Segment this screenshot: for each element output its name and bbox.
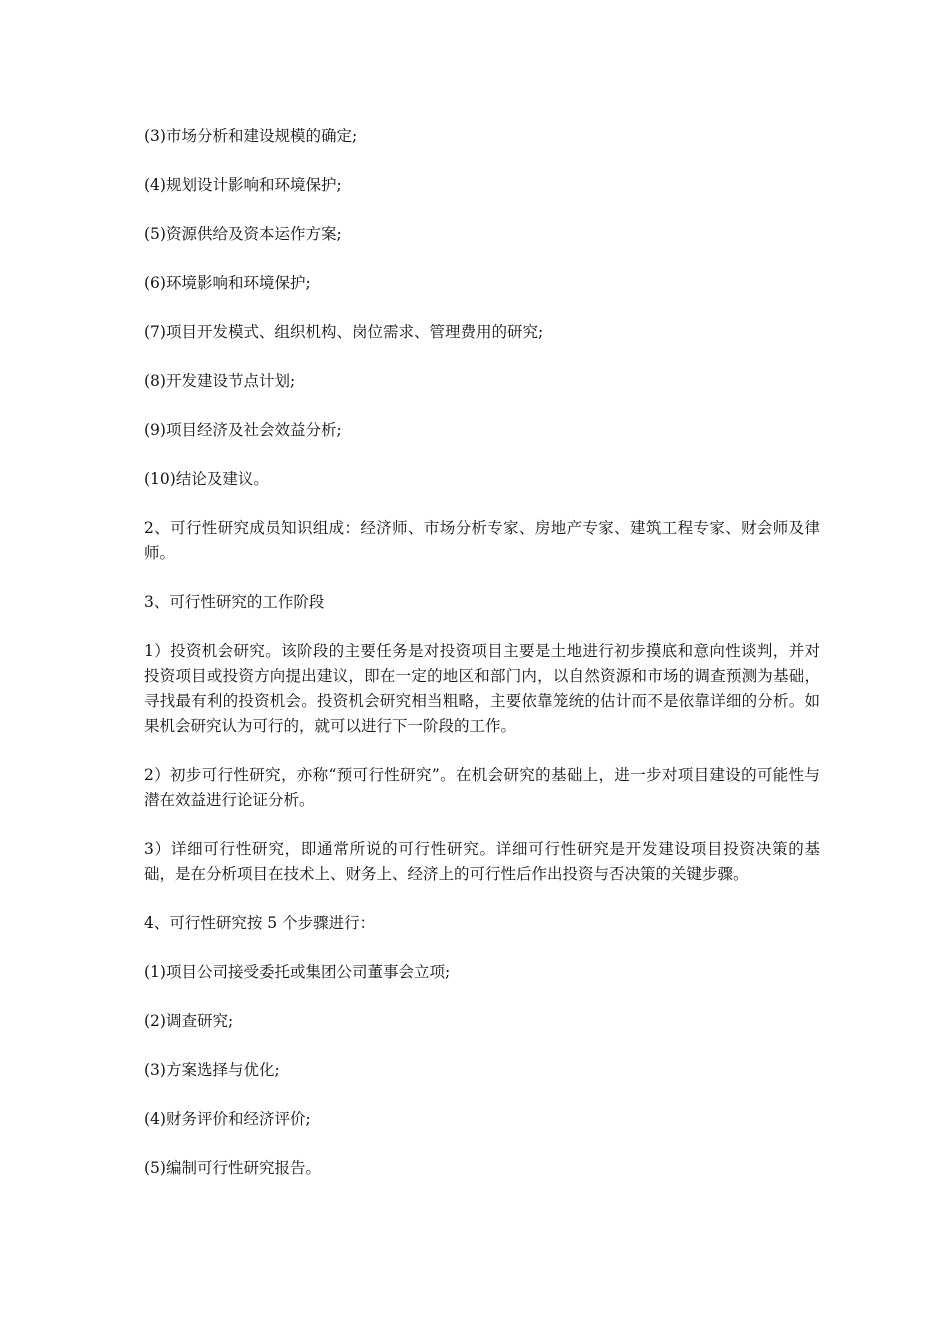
section-heading-five-steps: 4、可行性研究按 5 个步骤进行： bbox=[144, 914, 376, 932]
list-item-conclusion: (10)结论及建议。 bbox=[144, 470, 269, 488]
stage-opportunity-study: 1）投资机会研究。该阶段的主要任务是对投资项目主要是土地进行初步摸底和意向性谈判，并对投资项目或投资方向提出建议，即在一定的地区和部门内，以自然资源和市场的调查预测为基础，寻找最有利的投资机会。投资机会研究相当粗略，主要依靠笼统的估计而不是依靠详细的分析。如果机会研究认为可行的，就可以进行下一阶段的工作。 bbox=[144, 642, 820, 735]
list-item-resource-supply: (5)资源供给及资本运作方案; bbox=[144, 225, 342, 243]
step-evaluation: (4)财务评价和经济评价; bbox=[144, 1110, 311, 1128]
step-scheme-selection: (3)方案选择与优化; bbox=[144, 1061, 280, 1079]
document-body bbox=[144, 124, 820, 1205]
step-report: (5)编制可行性研究报告。 bbox=[144, 1159, 321, 1177]
stage-preliminary-study: 2）初步可行性研究，亦称“预可行性研究”。在机会研究的基础上，进一步对项目建设的可能性与潜在效益进行论证分析。 bbox=[144, 766, 820, 809]
stage-detailed-study: 3）详细可行性研究，即通常所说的可行性研究。详细可行性研究是开发建设项目投资决策的基础，是在分析项目在技术上、财务上、经济上的可行性后作出投资与否决策的关键步骤。 bbox=[144, 840, 820, 883]
list-item-environmental-impact: (6)环境影响和环境保护; bbox=[144, 274, 311, 292]
section-team-composition: 2、可行性研究成员知识组成：经济师、市场分析专家、房地产专家、建筑工程专家、财会师及律师。 bbox=[144, 519, 820, 562]
list-item-market-analysis: (3)市场分析和建设规模的确定; bbox=[144, 127, 358, 145]
list-item-planning-design: (4)规划设计影响和环境保护; bbox=[144, 176, 342, 194]
step-project-initiation: (1)项目公司接受委托或集团公司董事会立项; bbox=[144, 963, 451, 981]
section-heading-work-stages: 3、可行性研究的工作阶段 bbox=[144, 593, 325, 611]
list-item-schedule: (8)开发建设节点计划; bbox=[144, 372, 296, 390]
list-item-benefit-analysis: (9)项目经济及社会效益分析; bbox=[144, 421, 342, 439]
step-investigation: (2)调查研究; bbox=[144, 1012, 234, 1030]
list-item-development-mode: (7)项目开发模式、组织机构、岗位需求、管理费用的研究; bbox=[144, 323, 544, 341]
